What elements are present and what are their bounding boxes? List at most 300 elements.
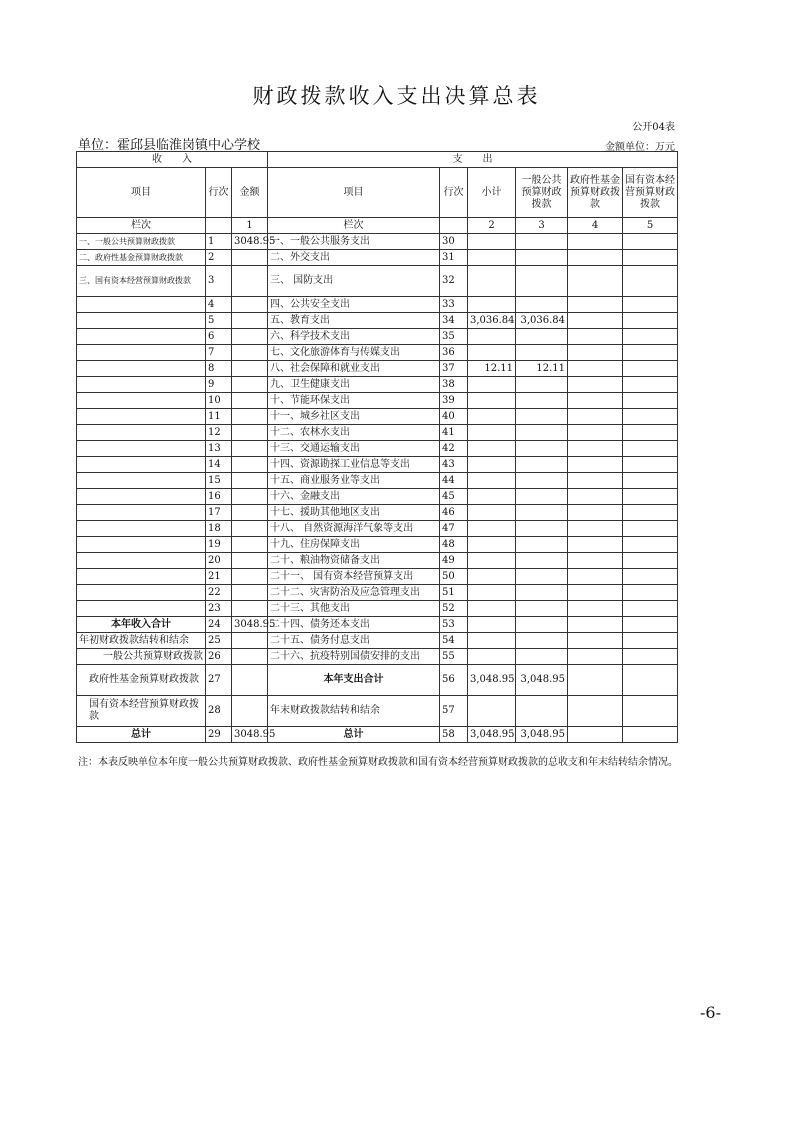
expense-item-cell: 二十六、抗疫特别国债安排的支出	[268, 649, 440, 665]
state-capital-cell	[623, 633, 678, 649]
expense-row-no-cell: 52	[440, 601, 468, 617]
income-item-cell	[77, 457, 206, 473]
expense-row-no-cell: 57	[440, 696, 468, 727]
state-capital-cell	[623, 457, 678, 473]
income-row-no-cell: 15	[206, 473, 232, 489]
expense-item-cell: 二十、粮油物资储备支出	[268, 553, 440, 569]
income-row-no-cell: 29	[206, 727, 232, 743]
state-capital-cell	[623, 425, 678, 441]
general-budget-cell	[516, 521, 568, 537]
expense-item-cell: 十、节能环保支出	[268, 393, 440, 409]
income-amount-cell	[232, 457, 268, 473]
income-row-no-cell: 13	[206, 441, 232, 457]
expense-row-no-cell: 30	[440, 234, 468, 250]
expense-row-no-cell: 33	[440, 297, 468, 313]
expense-item-cell: 总计	[268, 727, 440, 743]
income-item-cell	[77, 489, 206, 505]
table-row	[77, 665, 678, 696]
expense-item-cell: 六、科学技术支出	[268, 329, 440, 345]
income-amount-cell	[232, 633, 268, 649]
general-budget-cell	[516, 441, 568, 457]
general-budget-cell	[516, 505, 568, 521]
expense-item-cell: 二十一、 国有资本经营预算支出	[268, 569, 440, 585]
income-amount-cell: 3048.95	[232, 727, 268, 743]
income-item-cell	[77, 521, 206, 537]
expense-item-cell: 五、教育支出	[268, 313, 440, 329]
general-budget-cell	[516, 377, 568, 393]
expense-row-no-cell: 49	[440, 553, 468, 569]
state-capital-cell	[623, 313, 678, 329]
subtotal-cell	[468, 266, 516, 297]
expense-item-cell: 八、社会保障和就业支出	[268, 361, 440, 377]
table-row	[77, 696, 678, 727]
income-amount-cell	[232, 489, 268, 505]
fund-budget-cell	[568, 393, 623, 409]
income-amount-cell	[232, 425, 268, 441]
fund-budget-cell	[568, 234, 623, 250]
table-row	[77, 727, 678, 743]
table-row	[77, 266, 678, 297]
state-capital-cell	[623, 409, 678, 425]
income-item-cell	[77, 505, 206, 521]
expense-row-no-cell: 56	[440, 665, 468, 696]
expense-item-cell: 二十五、债务付息支出	[268, 633, 440, 649]
subtotal-cell	[468, 234, 516, 250]
expense-item-cell: 三、 国防支出	[268, 266, 440, 297]
subtotal-cell	[468, 297, 516, 313]
income-item-cell	[77, 409, 206, 425]
income-item-cell: 总计	[77, 727, 206, 743]
income-amount-cell: 3048.95	[232, 234, 268, 250]
fund-budget-cell	[568, 489, 623, 505]
expense-item-cell: 本年支出合计	[268, 665, 440, 696]
table-row	[77, 393, 678, 409]
state-capital-cell	[623, 727, 678, 743]
income-item-cell	[77, 473, 206, 489]
subtotal-cell	[468, 329, 516, 345]
income-item-cell	[77, 313, 206, 329]
state-capital-cell	[623, 234, 678, 250]
income-item-cell: 三、国有资本经营预算财政拨款	[77, 266, 206, 297]
subtotal-cell	[468, 569, 516, 585]
expense-row-no-cell: 38	[440, 377, 468, 393]
expense-column-label: 栏次	[268, 218, 440, 234]
table-row	[77, 601, 678, 617]
fund-budget-cell	[568, 377, 623, 393]
state-capital-cell	[623, 521, 678, 537]
expense-item-cell: 十五、商业服务业等支出	[268, 473, 440, 489]
income-row-no-cell: 27	[206, 665, 232, 696]
income-amount-cell	[232, 361, 268, 377]
income-row-no-blank	[206, 218, 232, 234]
income-item-cell	[77, 345, 206, 361]
fund-budget-cell	[568, 250, 623, 266]
state-capital-cell	[623, 537, 678, 553]
income-amount-cell	[232, 313, 268, 329]
fund-budget-cell	[568, 569, 623, 585]
table-row	[77, 313, 678, 329]
income-row-no-cell: 25	[206, 633, 232, 649]
table-row	[77, 441, 678, 457]
table-row	[77, 633, 678, 649]
expense-item-cell: 四、公共安全支出	[268, 297, 440, 313]
expense-row-no-header: 行次	[440, 168, 468, 218]
income-row-no-header: 行次	[206, 168, 232, 218]
table-row	[77, 553, 678, 569]
state-capital-cell	[623, 297, 678, 313]
col-2-label: 2	[468, 218, 516, 234]
budget-table	[76, 151, 678, 743]
income-item-cell	[77, 361, 206, 377]
subtotal-cell	[468, 649, 516, 665]
expense-row-no-cell: 42	[440, 441, 468, 457]
subtotal-cell	[468, 409, 516, 425]
fund-budget-cell	[568, 361, 623, 377]
state-capital-cell	[623, 649, 678, 665]
header-row-columns	[77, 168, 678, 218]
col-1-label: 1	[232, 218, 268, 234]
income-amount-cell	[232, 665, 268, 696]
income-amount-cell	[232, 441, 268, 457]
fund-budget-cell	[568, 537, 623, 553]
income-amount-cell	[232, 473, 268, 489]
general-budget-cell	[516, 409, 568, 425]
general-budget-cell	[516, 553, 568, 569]
state-capital-cell	[623, 329, 678, 345]
fund-budget-cell	[568, 617, 623, 633]
expense-item-header: 项目	[268, 168, 440, 218]
expense-row-no-cell: 39	[440, 393, 468, 409]
expense-item-cell: 十一、城乡社区支出	[268, 409, 440, 425]
income-amount-cell	[232, 393, 268, 409]
general-budget-cell	[516, 425, 568, 441]
table-row	[77, 425, 678, 441]
income-row-no-cell: 1	[206, 234, 232, 250]
income-item-cell	[77, 297, 206, 313]
state-capital-cell	[623, 553, 678, 569]
expense-item-cell: 十七、援助其他地区支出	[268, 505, 440, 521]
general-budget-cell	[516, 617, 568, 633]
table-row	[77, 329, 678, 345]
income-item-cell	[77, 425, 206, 441]
general-budget-cell	[516, 649, 568, 665]
expense-row-no-cell: 43	[440, 457, 468, 473]
income-item-cell: 本年收入合计	[77, 617, 206, 633]
fund-budget-cell	[568, 297, 623, 313]
income-row-no-cell: 12	[206, 425, 232, 441]
income-amount-cell	[232, 409, 268, 425]
subtotal-cell	[468, 521, 516, 537]
general-budget-cell	[516, 457, 568, 473]
expense-item-cell: 十二、农林水支出	[268, 425, 440, 441]
table-row	[77, 377, 678, 393]
income-item-cell	[77, 537, 206, 553]
expense-row-no-cell: 32	[440, 266, 468, 297]
income-item-cell	[77, 393, 206, 409]
expense-item-cell: 十六、金融支出	[268, 489, 440, 505]
expense-row-no-cell: 51	[440, 585, 468, 601]
general-budget-cell	[516, 297, 568, 313]
expense-row-no-cell: 37	[440, 361, 468, 377]
state-capital-cell	[623, 377, 678, 393]
table-row	[77, 505, 678, 521]
general-budget-header: 一般公共预算财政拨款	[516, 168, 568, 218]
income-row-no-cell: 5	[206, 313, 232, 329]
income-amount-cell	[232, 601, 268, 617]
subtotal-cell: 3,048.95	[468, 727, 516, 743]
subtotal-cell: 3,048.95	[468, 665, 516, 696]
income-row-no-cell: 21	[206, 569, 232, 585]
general-budget-cell	[516, 696, 568, 727]
state-capital-cell	[623, 601, 678, 617]
income-item-cell: 政府性基金预算财政拨款	[77, 665, 206, 696]
income-row-no-cell: 16	[206, 489, 232, 505]
expense-row-no-cell: 45	[440, 489, 468, 505]
col-3-label: 3	[516, 218, 568, 234]
fund-budget-cell	[568, 585, 623, 601]
col-4-label: 4	[568, 218, 623, 234]
general-budget-cell	[516, 250, 568, 266]
fund-budget-header: 政府性基金预算财政拨款	[568, 168, 623, 218]
table-row	[77, 457, 678, 473]
table-row	[77, 649, 678, 665]
state-capital-cell	[623, 361, 678, 377]
income-row-no-cell: 8	[206, 361, 232, 377]
expense-item-cell: 七、文化旅游体育与传媒支出	[268, 345, 440, 361]
table-row	[77, 234, 678, 250]
income-amount-cell	[232, 696, 268, 727]
income-amount-cell	[232, 377, 268, 393]
income-item-cell	[77, 441, 206, 457]
table-row	[77, 585, 678, 601]
subtotal-cell	[468, 633, 516, 649]
subtotal-cell	[468, 696, 516, 727]
general-budget-cell: 3,048.95	[516, 665, 568, 696]
subtotal-cell	[468, 489, 516, 505]
income-row-no-cell: 9	[206, 377, 232, 393]
income-amount-cell	[232, 537, 268, 553]
subtotal-cell	[468, 345, 516, 361]
money-unit: 金额单位：万元	[605, 142, 675, 153]
fund-budget-cell	[568, 727, 623, 743]
income-amount-cell	[232, 250, 268, 266]
income-header: 收 入	[77, 152, 268, 168]
income-row-no-cell: 7	[206, 345, 232, 361]
income-row-no-cell: 11	[206, 409, 232, 425]
expense-row-no-cell: 31	[440, 250, 468, 266]
expense-row-no-cell: 41	[440, 425, 468, 441]
income-item-cell	[77, 377, 206, 393]
subtotal-cell	[468, 585, 516, 601]
expense-item-cell: 年末财政拨款结转和结余	[268, 696, 440, 727]
subtotal-header: 小计	[468, 168, 516, 218]
fund-budget-cell	[568, 329, 623, 345]
subtotal-cell: 3,036.84	[468, 313, 516, 329]
subtotal-cell: 12.11	[468, 361, 516, 377]
state-capital-cell	[623, 505, 678, 521]
fund-budget-cell	[568, 696, 623, 727]
expense-row-no-cell: 40	[440, 409, 468, 425]
income-amount-cell	[232, 329, 268, 345]
income-amount-cell	[232, 553, 268, 569]
col-5-label: 5	[623, 218, 678, 234]
state-capital-cell	[623, 489, 678, 505]
income-item-header: 项目	[77, 168, 206, 218]
column-number-row	[77, 218, 678, 234]
subtotal-cell	[468, 425, 516, 441]
unit-name: 单位：霍邱县临淮岗镇中心学校	[78, 138, 261, 153]
income-row-no-cell: 26	[206, 649, 232, 665]
subtotal-cell	[468, 537, 516, 553]
general-budget-cell	[516, 234, 568, 250]
expense-row-no-cell: 44	[440, 473, 468, 489]
table-row	[77, 489, 678, 505]
general-budget-cell: 3,048.95	[516, 727, 568, 743]
general-budget-cell	[516, 473, 568, 489]
form-number: 公开04表	[632, 122, 675, 133]
expense-item-cell: 十九、住房保障支出	[268, 537, 440, 553]
expense-item-cell: 二、外交支出	[268, 250, 440, 266]
state-capital-cell	[623, 696, 678, 727]
fund-budget-cell	[568, 665, 623, 696]
general-budget-cell	[516, 266, 568, 297]
table-row	[77, 297, 678, 313]
expense-row-no-blank	[440, 218, 468, 234]
state-capital-cell	[623, 585, 678, 601]
general-budget-cell: 12.11	[516, 361, 568, 377]
expense-item-cell: 十四、资源勘探工业信息等支出	[268, 457, 440, 473]
general-budget-cell	[516, 633, 568, 649]
table-row	[77, 569, 678, 585]
income-column-label: 栏次	[77, 218, 206, 234]
income-amount-cell	[232, 649, 268, 665]
subtotal-cell	[468, 505, 516, 521]
fund-budget-cell	[568, 521, 623, 537]
state-capital-cell	[623, 665, 678, 696]
table-row	[77, 537, 678, 553]
state-capital-cell	[623, 250, 678, 266]
income-row-no-cell: 6	[206, 329, 232, 345]
table-row	[77, 521, 678, 537]
subtotal-cell	[468, 457, 516, 473]
expense-item-cell: 二十四、债务还本支出	[268, 617, 440, 633]
subtotal-cell	[468, 473, 516, 489]
expense-header: 支 出	[268, 152, 678, 168]
table-row	[77, 473, 678, 489]
expense-row-no-cell: 35	[440, 329, 468, 345]
income-item-cell	[77, 553, 206, 569]
general-budget-cell	[516, 345, 568, 361]
table-row	[77, 250, 678, 266]
general-budget-cell	[516, 537, 568, 553]
income-row-no-cell: 20	[206, 553, 232, 569]
income-row-no-cell: 19	[206, 537, 232, 553]
income-row-no-cell: 24	[206, 617, 232, 633]
state-capital-cell	[623, 441, 678, 457]
expense-row-no-cell: 36	[440, 345, 468, 361]
subtotal-cell	[468, 377, 516, 393]
income-row-no-cell: 22	[206, 585, 232, 601]
general-budget-cell	[516, 393, 568, 409]
income-amount-cell	[232, 569, 268, 585]
fund-budget-cell	[568, 425, 623, 441]
expense-row-no-cell: 46	[440, 505, 468, 521]
income-amount-cell	[232, 521, 268, 537]
expense-row-no-cell: 54	[440, 633, 468, 649]
expense-item-cell: 二十三、其他支出	[268, 601, 440, 617]
table-row	[77, 345, 678, 361]
state-capital-cell	[623, 473, 678, 489]
general-budget-cell	[516, 585, 568, 601]
fund-budget-cell	[568, 505, 623, 521]
fund-budget-cell	[568, 345, 623, 361]
income-row-no-cell: 17	[206, 505, 232, 521]
general-budget-cell	[516, 601, 568, 617]
income-amount-cell: 3048.95	[232, 617, 268, 633]
expense-item-cell: 十八、 自然资源海洋气象等支出	[268, 521, 440, 537]
expense-item-cell: 九、卫生健康支出	[268, 377, 440, 393]
income-amount-cell	[232, 266, 268, 297]
income-item-cell: 二、政府性基金预算财政拨款	[77, 250, 206, 266]
fund-budget-cell	[568, 601, 623, 617]
subtotal-cell	[468, 393, 516, 409]
income-amount-cell	[232, 297, 268, 313]
subtotal-cell	[468, 617, 516, 633]
state-capital-cell	[623, 393, 678, 409]
expense-row-no-cell: 47	[440, 521, 468, 537]
income-row-no-cell: 4	[206, 297, 232, 313]
subtotal-cell	[468, 601, 516, 617]
table-row	[77, 409, 678, 425]
subtotal-cell	[468, 441, 516, 457]
expense-row-no-cell: 50	[440, 569, 468, 585]
table-row	[77, 361, 678, 377]
income-amount-cell	[232, 345, 268, 361]
state-capital-cell	[623, 266, 678, 297]
expense-item-cell: 十三、交通运输支出	[268, 441, 440, 457]
income-item-cell: 年初财政拨款结转和结余	[77, 633, 206, 649]
income-item-cell	[77, 329, 206, 345]
income-row-no-cell: 23	[206, 601, 232, 617]
income-row-no-cell: 3	[206, 266, 232, 297]
state-capital-cell	[623, 617, 678, 633]
page-title: 财政拨款收入支出决算总表	[252, 84, 541, 108]
income-amount-header: 金额	[232, 168, 268, 218]
general-budget-cell	[516, 329, 568, 345]
fund-budget-cell	[568, 553, 623, 569]
expense-row-no-cell: 34	[440, 313, 468, 329]
subtotal-cell	[468, 553, 516, 569]
general-budget-cell	[516, 569, 568, 585]
income-amount-cell	[232, 585, 268, 601]
fund-budget-cell	[568, 457, 623, 473]
subtotal-cell	[468, 250, 516, 266]
fund-budget-cell	[568, 441, 623, 457]
income-row-no-cell: 14	[206, 457, 232, 473]
header-row-sections	[77, 152, 678, 168]
income-item-cell: 国有资本经营预算财政拨款	[77, 696, 206, 727]
income-row-no-cell: 10	[206, 393, 232, 409]
income-item-cell	[77, 585, 206, 601]
fund-budget-cell	[568, 473, 623, 489]
fund-budget-cell	[568, 649, 623, 665]
income-item-cell	[77, 569, 206, 585]
income-row-no-cell: 2	[206, 250, 232, 266]
table-row	[77, 617, 678, 633]
income-item-cell: 一、一般公共预算财政拨款	[77, 234, 206, 250]
expense-row-no-cell: 58	[440, 727, 468, 743]
fund-budget-cell	[568, 266, 623, 297]
